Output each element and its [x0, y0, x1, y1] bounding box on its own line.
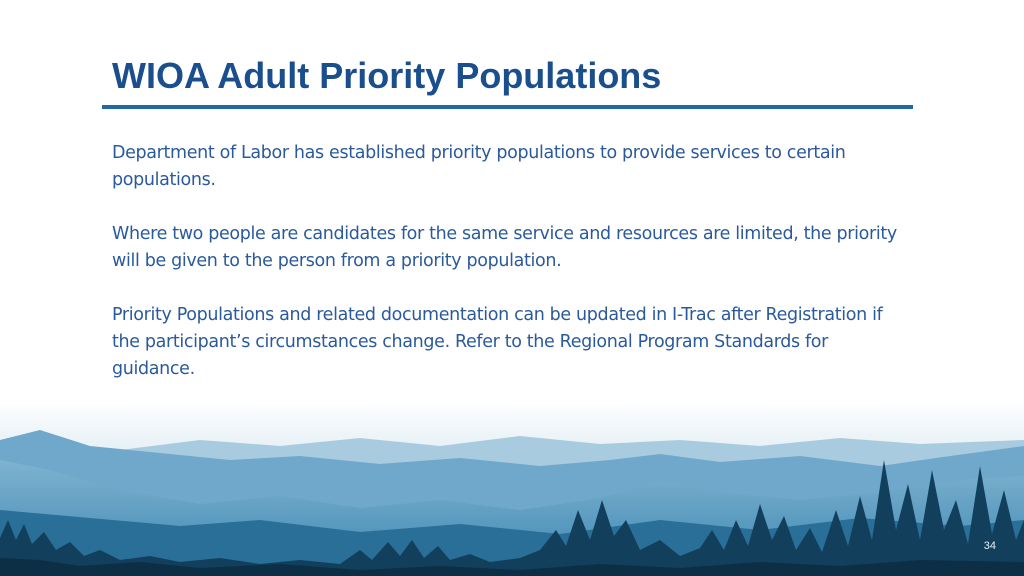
- page-number: 34: [983, 540, 996, 552]
- mountain-forest-image: [0, 400, 1024, 576]
- paragraph-1: Department of Labor has established priority populations to provide services to certain populations.: [112, 143, 846, 190]
- slide-body: [112, 140, 912, 410]
- paragraph-2: Where two people are candidates for the same service and resources are limited, the priority will be given to the person from a priority population.: [112, 224, 897, 271]
- slide-title: WIOA Adult Priority Populations: [112, 55, 662, 96]
- paragraph-3: Priority Populations and related documentation can be updated in I-Trac after Registration if the participant’s circumstances change. Refer to the Regional Program Standards for guidance.: [112, 305, 883, 379]
- title-underline: [102, 105, 913, 109]
